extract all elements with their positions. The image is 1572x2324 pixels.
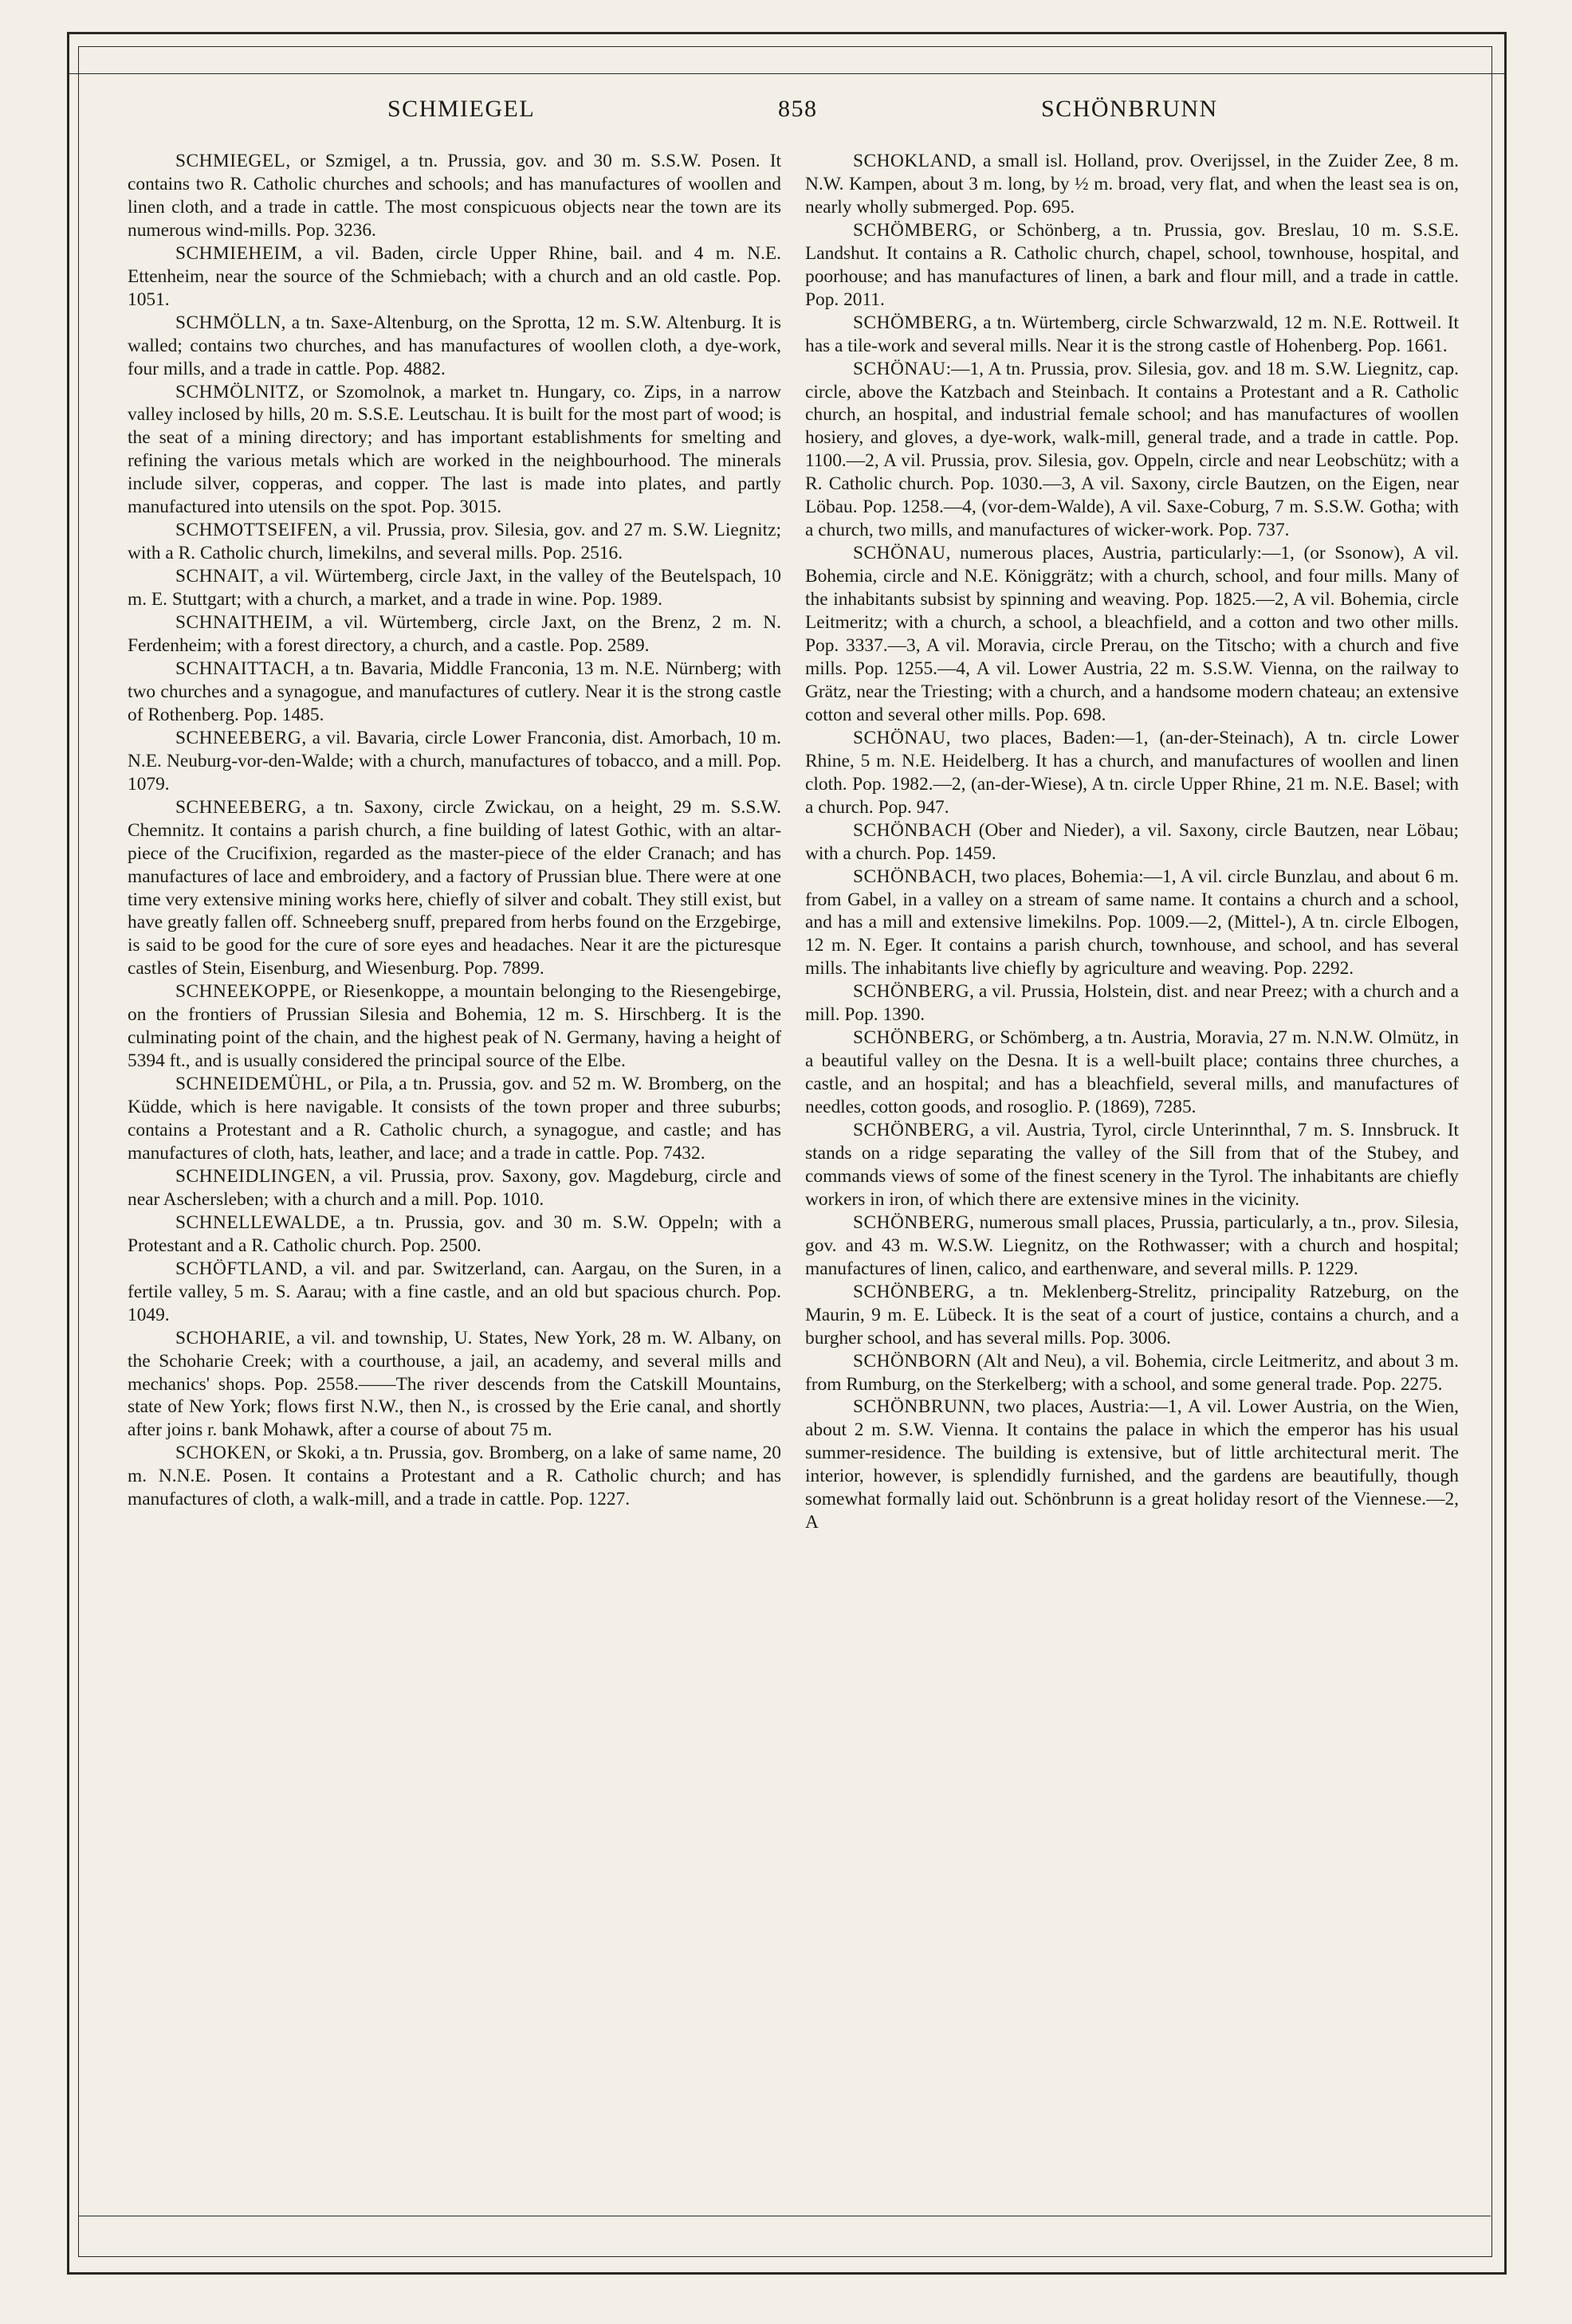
entry-text: , a vil. Prussia, Holstein, dist. and near Preez; with a church and a mill. Pop. 1390. [805,981,1459,1026]
gazetteer-entry [128,312,781,381]
top-rule [67,73,1507,74]
entry-text: , a vil. and par. Switzerland, can. Aargau, on the Suren, in a fertile valley, 5 m. S. Aarau; with a fine castle, and an old but spacious church. Pop. 1049. [128,1258,781,1325]
entry-text: (Ober and Nieder), a vil. Saxony, circle Bautzen, near Löbau; with a church. Pop. 1459. [805,819,1459,864]
entry-text: , a tn. Saxe-Altenburg, on the Sprotta, 12 m. S.W. Altenburg. It is walled; contains two churches, and has manufactures of woollen cloth, a dye-work, four mills, and a trade in cattle. Pop. 4882. [128,312,781,379]
entry-headword: SCHOHARIE [175,1327,286,1348]
entry-text: , or Riesenkoppe, a mountain belonging to the Riesengebirge, on the frontiers of Prussian Silesia and Bohemia, 12 m. S. Hirschberg. It is the culminating point of the chain, and the highest peak of N. Germany, having a height of 5394 ft., and is usually considered the principal source of the Elbe. [128,981,781,1072]
entry-headword: SCHÖNBRUNN [853,1396,986,1418]
entry-headword: SCHNEIDEMÜHL [175,1074,328,1095]
entry-text: , or Pila, a tn. Prussia, gov. and 52 m. W. Bromberg, on the Küdde, which is here navigable. It consists of the town proper and three suburbs; contains a Protestant and a R. Catholic church, a synagogue, and castle; and has manufactures of cloth, hats, leather, and lace; and a trade in cattle. Pop. 7432. [128,1074,781,1164]
gazetteer-entry [805,1350,1459,1396]
entry-headword: SCHMIEHEIM [175,242,298,264]
gazetteer-entry [128,150,781,242]
entry-headword: SCHÖNBERG [853,1027,970,1049]
entry-headword: SCHNELLEWALDE [175,1211,341,1233]
entry-headword: SCHÖFTLAND [175,1258,303,1279]
gazetteer-entry [805,542,1459,727]
gazetteer-entry [128,242,781,312]
entry-text: , a vil. and township, U. States, New York, 28 m. W. Albany, on the Schoharie Creek; with a courthouse, a jail, an academy, and several mills and mechanics' shops. Pop. 2558.——The river descends from the Catskill Mountains, state of New York; flows first N.W., then N., is crossed by the Erie canal, and shortly after joins r. bank Mohawk, after a course of about 75 m. [128,1327,781,1441]
gazetteer-entry [805,727,1459,819]
entry-text: , a tn. Meklenberg-Strelitz, principality Ratzeburg, on the Maurin, 9 m. E. Lübeck. It is the seat of a court of justice, contains a church, and a burgher school, and has several mills. Pop. 3006. [805,1281,1459,1348]
entry-text: , a tn. Prussia, gov. and 30 m. S.W. Oppeln; with a Protestant and a R. Catholic church. Pop. 2500. [128,1211,781,1256]
entry-headword: SCHNEEKOPPE [175,981,312,1003]
gazetteer-entry [128,1073,781,1165]
entry-text: , a tn. Würtemberg, circle Schwarzwald, 12 m. N.E. Rottweil. It has a tile-work and several mills. Near it is the strong castle of Hohenberg. Pop. 1661. [805,312,1459,356]
gazetteer-entry [128,1442,781,1511]
entry-headword: SCHÖNBERG [853,981,970,1003]
gazetteer-entry [805,312,1459,358]
header-first-word: SCHMIEGEL [387,96,536,122]
gazetteer-entry [128,658,781,727]
entry-text: , a vil. Prussia, prov. Silesia, gov. and 27 m. S.W. Liegnitz; with a R. Catholic church, limekilns, and several mills. Pop. 2516. [128,520,781,564]
entry-headword: SCHÖNBACH [853,819,972,841]
entry-headword: SCHMÖLLN [175,312,281,333]
entry-text: , or Schömberg, a tn. Austria, Moravia, 27 m. N.N.W. Olmütz, in a beautiful valley on the Desna. It is a well-built place; contains three churches, a castle, and an hospital; and has a bleachfield, several mills, and manufactures of needles, cotton goods, and rosoglio. P. (1869), 7285. [805,1027,1459,1118]
entry-headword: SCHÖNAU [853,358,946,379]
gazetteer-entry [128,796,781,981]
entry-text: , a vil. Austria, Tyrol, circle Unterinnthal, 7 m. S. Innsbruck. It stands on a ridge separating the valley of the Sill from that of the Stubey, and commands views of some of the finest scenery in the Tyrol. The inhabitants are chiefly workers in iron, of which there are extensive mines in the vicinity. [805,1120,1459,1210]
entry-headword: SCHNEEBERG [175,796,302,818]
entry-text: , or Szomolnok, a market tn. Hungary, co. Zips, in a narrow valley inclosed by hills, 20 m. S.S.E. Leutschau. It is built for the most part of wood; is the seat of a mining directory; and has important establishments for smelting and refining the various metals which are worked in the neighbourhood. The minerals include silver, copperas, and copper. The last is made into plates, and partly manufactured into utensils on the spot. Pop. 3015. [128,381,781,518]
page-number: 858 [778,96,818,122]
entry-text: , a vil. Prussia, prov. Saxony, gov. Magdeburg, circle and near Aschersleben; with a church and a mill. Pop. 1010. [128,1165,781,1210]
entry-text: , numerous small places, Prussia, particularly, a tn., prov. Silesia, gov. and 43 m. W.S.W. Liegnitz, on the Rothwasser; with a church and hospital; manufactures of linen, calico, and earthenware, and several mills. P. 1229. [805,1211,1459,1279]
gazetteer-entry [805,150,1459,219]
entry-headword: SCHÖNBERG [853,1281,970,1302]
gazetteer-entry [805,819,1459,866]
entry-headword: SCHNAITHEIM [175,612,309,634]
gazetteer-entry [128,727,781,796]
entry-text: , two places, Austria:—1, A vil. Lower Austria, on the Wien, about 2 m. S.W. Vienna. It contains the palace in which the emperor has his usual summer-residence. The building is extensive, but of little architectural merit. The interior, however, is splendidly furnished, and the gardens are beautifully, though somewhat formally laid out. Schönbrunn is a great holiday resort of the Viennese.—2, A [805,1396,1459,1533]
entry-headword: SCHÖMBERG [853,312,973,333]
entry-headword: SCHÖMBERG [853,219,973,241]
gazetteer-entry [128,980,781,1073]
right-column [805,150,1459,1534]
entry-text: , a tn. Bavaria, Middle Franconia, 13 m. N.E. Nürnberg; with two churches and a synagogue, and manufactures of cutlery. Near it is the strong castle of Rothenberg. Pop. 1485. [128,658,781,725]
entry-headword: SCHÖNBERG [853,1211,970,1233]
entry-headword: SCHNEEBERG [175,727,302,748]
entry-text: , two places, Baden:—1, (an-der-Steinach), A tn. circle Lower Rhine, 5 m. N.E. Heidelberg. It has a church, and manufactures of woollen and linen cloth. Pop. 1982.—2, (an-der-Wiese), A tn. circle Upper Rhine, 21 m. N.E. Basel; with a church. Pop. 947. [805,727,1459,818]
gazetteer-entry [805,1396,1459,1534]
entry-text: , a vil. Würtemberg, circle Jaxt, in the valley of the Beutelspach, 10 m. E. Stuttgart; with a church, a market, and a trade in wine. Pop. 1989. [128,566,781,610]
gazetteer-entry [805,219,1459,312]
gazetteer-entry [128,1327,781,1443]
entry-headword: SCHNAITTACH [175,658,310,679]
entry-headword: SCHÖNBERG [853,1120,970,1141]
entry-text: :—1, A tn. Prussia, prov. Silesia, gov. and 18 m. S.W. Liegnitz, cap. circle, above the Katzbach and Steinbach. It contains a Protestant and a R. Catholic church, an hospital, and industrial female school; and has manufactures of woollen hosiery, and gloves, a dye-work, walk-mill, general trade, and a trade in cattle. Pop. 1100.—2, A vil. Prussia, prov. Silesia, gov. Oppeln, circle and near Leobschütz; with a R. Catholic church. Pop. 1030.—3, A vil. Saxony, circle Bautzen, on the Eigen, near Löbau. Pop. 1258.—4, (vor-dem-Walde), A vil. Saxe-Coburg, 7 m. S.S.W. Gotha; with a church, two mills, and manufactures of wicker-work. Pop. 737. [805,358,1459,541]
running-header [112,96,1467,134]
entry-text: , a vil. Bavaria, circle Lower Franconia, dist. Amorbach, 10 m. N.E. Neuburg-vor-den-Walde; with a church, manufactures of tobacco, and a mill. Pop. 1079. [128,727,781,795]
gazetteer-entry [805,1281,1459,1350]
entry-headword: SCHMIEGEL [175,151,286,171]
entry-headword: SCHOKLAND [853,151,972,171]
entry-text: , two places, Bohemia:—1, A vil. circle Bunzlau, and about 6 m. from Gabel, in a valley on a stream of same name. It contains a church and a school, and has a mill and extensive limekilns. Pop. 1009.—2, (Mittel-), A tn. circle Elbogen, 12 m. N. Eger. It contains a parish church, townhouse, and school, and has several mills. The inhabitants live chiefly by agriculture and weaving. Pop. 2292. [805,866,1459,979]
gazetteer-entry [805,866,1459,981]
entry-text: (Alt and Neu), a vil. Bohemia, circle Leitmeritz, and about 3 m. from Rumburg, on the Sterkelberg; with a school, and some general trade. Pop. 2275. [805,1350,1459,1395]
gazetteer-entry [128,565,781,611]
gazetteer-entry [805,1211,1459,1281]
entry-headword: SCHMOTTSEIFEN [175,520,333,541]
gazetteer-entry [805,1119,1459,1211]
header-last-word: SCHÖNBRUNN [1041,96,1218,122]
gazetteer-entry [128,1258,781,1327]
left-column [128,150,781,1511]
entry-headword: SCHNAIT [175,566,259,587]
entry-text: , a vil. Würtemberg, circle Jaxt, on the Brenz, 2 m. N. Ferdenheim; with a forest directory, a church, and a castle. Pop. 2589. [128,612,781,657]
entry-headword: SCHÖNBACH [853,866,972,887]
entry-text: , or Schönberg, a tn. Prussia, gov. Breslau, 10 m. S.S.E. Landshut. It contains a R. Catholic church, chapel, school, townhouse, hospital, and poorhouse; and has manufactures of linen, a bark and flour mill, and a trade in cattle. Pop. 2011. [805,219,1459,310]
entry-text: , or Szmigel, a tn. Prussia, gov. and 30 m. S.S.W. Posen. It contains two R. Catholic churches and schools; and has manufactures of woollen and linen cloth, and a trade in cattle. The most conspicuous objects near the town are its numerous wind-mills. Pop. 3236. [128,151,781,241]
entry-text: , a tn. Saxony, circle Zwickau, on a height, 29 m. S.S.W. Chemnitz. It contains a parish church, a fine building of latest Gothic, with an altar-piece of the Crucifixion, regarded as the master-piece of the elder Cranach; and has manufactures of lace and embroidery, and a factory of Prussian blue. There were at one time very extensive mining works here, chiefly of silver and cobalt. They still exist, but have greatly fallen off. Schneeberg snuff, prepared from herbs found on the Erzgebirge, is said to be good for the cure of sore eyes and headaches. Near it are the picturesque castles of Stein, Eisenburg, and Wiesenburg. Pop. 7899. [128,796,781,979]
gazetteer-entry [128,611,781,658]
gazetteer-entry [805,358,1459,543]
gazetteer-entry [128,519,781,565]
gazetteer-entry [128,381,781,520]
entry-text: , a vil. Baden, circle Upper Rhine, bail. and 4 m. N.E. Ettenheim, near the source of the Schmiebach; with a church and an old castle. Pop. 1051. [128,242,781,310]
entry-headword: SCHÖNAU [853,543,946,564]
entry-headword: SCHMÖLNITZ [175,381,300,402]
gazetteer-entry [805,980,1459,1027]
gazetteer-entry [128,1165,781,1211]
entry-text: , or Skoki, a tn. Prussia, gov. Bromberg, on a lake of same name, 20 m. N.N.E. Posen. It contains a Protestant and a R. Catholic church; and has manufactures of cloth, a walk-mill, and a trade in cattle. Pop. 1227. [128,1443,781,1510]
entry-headword: SCHOKEN [175,1443,266,1464]
gazetteer-entry [128,1211,781,1258]
entry-headword: SCHÖNAU [853,727,946,748]
entry-text: , numerous places, Austria, particularly:—1, (or Ssonow), A vil. Bohemia, circle and N.E. Königgrätz; with a church, school, and four mills. Many of the inhabitants subsist by spinning and weaving. Pop. 1825.—2, A vil. Bohemia, circle Leitmeritz; with a church, a school, a bleachfield, and a cotton and two other mills. Pop. 3337.—3, A vil. Moravia, circle Prerau, on the Titscho; with a church and five mills. Pop. 1255.—4, A vil. Lower Austria, 22 m. S.S.W. Vienna, on the railway to Grätz, near the Triesting; with a church, and a handsome modern chateau; an extensive cotton and several other mills. Pop. 698. [805,543,1459,725]
gazetteer-entry [805,1027,1459,1119]
entry-headword: SCHNEIDLINGEN [175,1165,331,1187]
entry-headword: SCHÖNBORN [853,1350,972,1372]
entry-text: , a small isl. Holland, prov. Overijssel, in the Zuider Zee, 8 m. N.W. Kampen, about 3 m. long, by ½ m. broad, very flat, and when the least sea is on, nearly wholly submerged. Pop. 695. [805,151,1459,218]
